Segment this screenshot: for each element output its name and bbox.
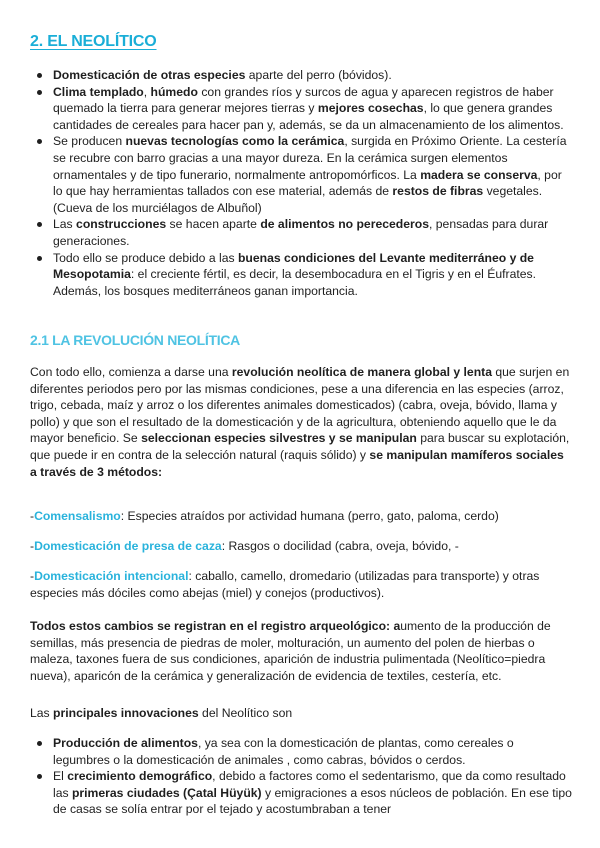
list-item: El crecimiento demográfico, debido a factores como el sedentarismo, que da como resultado las primeras ciudades (Çatal Hüyük) y emigraciones a esos núcleos de población. En ese tipo de casas se solía entrar por el tejado y acostumbraban a tener xyxy=(30,768,572,818)
changes-paragraph: Todos estos cambios se registran en el registro arqueológico: aumento de la producción de semillas, más presencia de piedras de moler, molturación, un aumento del polen de hierbas o maleza, taxones fuera de sus condiciones, aparición de industria pulimentada (Neolítico=piedra nueva), aparicón de la cerámica y generalización de evidencia de textiles, cestería, etc. xyxy=(30,619,551,683)
innovations-intro: Las principales innovaciones del Neolítico son xyxy=(30,706,293,720)
intro-paragraph: Con todo ello, comienza a darse una revolución neolítica de manera global y lenta que surjen en diferentes periodos pero por las mismas condiciones, pese a una diferencia en las especies (arroz, trigo, cebada, maíz y arroz o los diferentes animales domesticados) (cabra, oveja, bóvido, llama y pollo) y que son el resultado de la domesticación y de la agricultura, obteniendo aquello que le da mayor beneficio. Se seleccionan especies silvestres y se manipulan para buscar su explotación, que puede ir en contra de la selección natural (raquis sólido) y se manipulan mamíferos sociales a través de 3 métodos: xyxy=(30,365,570,479)
innovations-list xyxy=(30,735,572,818)
method-hunting: -Domesticación de presa de caza: Rasgos o docilidad (cabra, oveja, bóvido, - xyxy=(30,539,459,553)
features-list-block xyxy=(30,67,572,299)
method-commensalism: -Comensalismo: Especies atraídos por actividad humana (perro, gato, paloma, cerdo) xyxy=(30,509,499,523)
features-list xyxy=(30,67,572,299)
list-item: Todo ello se produce debido a las buenas condiciones del Levante mediterráneo y de Mesopotamia: el creciente fértil, es decir, la desembocadura en el Tigris y en el Éufrates. Además, los bosques mediterráneos ganan importancia. xyxy=(30,250,572,300)
list-item: Domesticación de otras especies aparte del perro (bóvidos). xyxy=(30,67,572,84)
section-heading: 2. EL NEOLÍTICO xyxy=(30,33,157,50)
list-item: Producción de alimentos, ya sea con la domesticación de plantas, como cereales o legumbres o la domesticación de animales , como cabras, bóvidos o cerdos. xyxy=(30,735,572,768)
method-intentional: -Domesticación intencional: caballo, camello, dromedario (utilizadas para transporte) y otras especies más dóciles como abejas (miel) y conejos (productivos). xyxy=(30,569,540,600)
subsection-heading: 2.1 LA REVOLUCIÓN NEOLÍTICA xyxy=(30,332,240,348)
list-item: Las construcciones se hacen aparte de alimentos no perecederos, pensadas para durar generaciones. xyxy=(30,216,572,249)
list-item: Clima templado, húmedo con grandes ríos y surcos de agua y aparecen registros de haber quemado la tierra para generar mejores tierras y mejores cosechas, lo que genera grandes cantidades de cereales para hacer pan y, además, se da un almacenamiento de los alimentos. xyxy=(30,84,572,134)
innovations-list-block xyxy=(30,735,572,818)
list-item: Se producen nuevas tecnologías como la cerámica, surgida en Próximo Oriente. La cestería se recubre con barro gracias a una mayor dureza. En la cerámica surgen elementos ornamentales y de tipo funerario, normalmente antropomórficos. La madera se conserva, por lo que hay herramientas tallados con ese material, además de restos de fibras vegetales. (Cueva de los murciélagos de Albuñol) xyxy=(30,133,572,216)
